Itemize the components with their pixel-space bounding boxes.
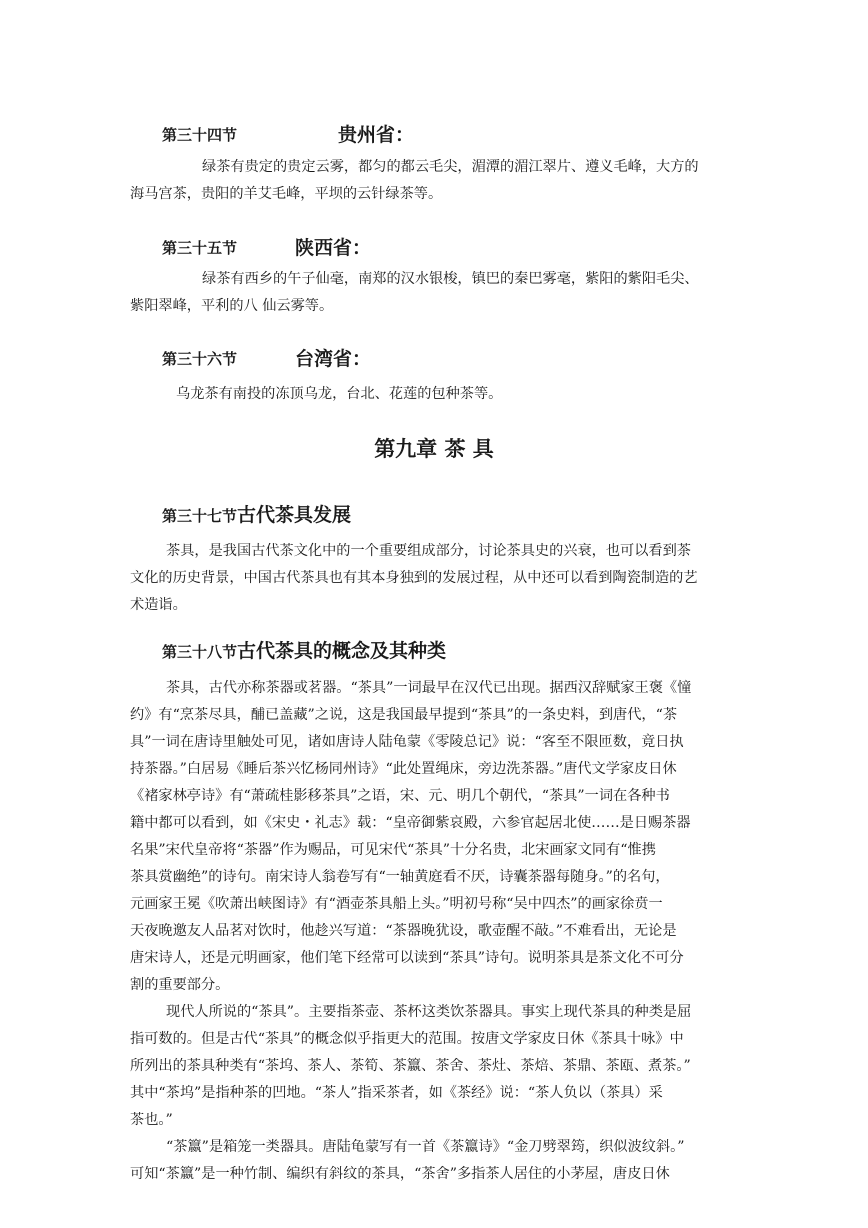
text-line: “茶籝”是箱笼一类器具。唐陆龟蒙写有一首《茶籝诗》“金刀劈翠筠，织似波纹斜。” <box>166 1139 685 1155</box>
text-line: 乌龙茶有南投的冻顶乌龙，台北、花莲的包种茶等。 <box>176 386 503 402</box>
text-line: 所列出的茶具种类有“茶坞、茶人、茶筍、茶籝、茶舍、茶灶、茶焙、茶鼎、茶瓯、煮茶。” <box>130 1058 691 1074</box>
text-line: 现代人所说的“茶具”。主要指茶壶、茶杯这类饮茶器具。事实上现代茶具的种类是屈 <box>166 1004 692 1020</box>
section-title: 古代茶具的概念及其种类 <box>237 640 447 662</box>
text-line: 紫阳翠峰，平利的八 仙云雾等。 <box>130 298 334 314</box>
text-line: 绿茶有西乡的午子仙毫，南郑的汉水银梭，镇巴的秦巴雾毫，紫阳的紫阳毛尖、 <box>202 271 699 287</box>
section-number: 第三十五节 <box>162 239 238 257</box>
text-line: 海马宫茶，贵阳的羊艾毛峰，平坝的云针绿茶等。 <box>130 186 443 202</box>
section-heading-text <box>162 636 446 663</box>
text-line: 文化的历史背景，中国古代茶具也有其本身独到的发展过程，从中还可以看到陶瓷制造的艺 <box>130 570 698 586</box>
paragraph-tea-ying <box>130 1134 742 1188</box>
text-line: 术造诣。 <box>130 597 187 613</box>
text-line: 指可数的。但是古代“茶具”的概念似乎指更大的范围。按唐文学家皮日休《茶具十咏》中 <box>130 1031 684 1047</box>
paragraph-tea-ware-concept <box>130 675 742 999</box>
section-heading-text <box>162 500 351 527</box>
paragraph-shaanxi <box>130 266 742 320</box>
text-line: 割的重要部分。 <box>130 977 230 993</box>
paragraph-taiwan <box>176 381 736 408</box>
text-line: 茶具赏幽绝”的诗句。南宋诗人翁卷写有“一轴黄庭看不厌，诗囊茶器每随身。”的名句， <box>130 869 670 885</box>
section-title: 古代茶具发展 <box>237 504 352 526</box>
text-line: 其中“茶坞”是指种茶的凹地。“茶人”指采茶者，如《茶经》说：“茶人负以（茶具）采 <box>130 1085 663 1101</box>
text-line: 绿茶有贵定的贵定云雾，都匀的都云毛尖，湄潭的湄江翠片、遵义毛峰，大方的 <box>202 159 699 175</box>
paragraph-tea-ware-development <box>130 538 742 619</box>
section-number: 第三十七节 <box>162 507 238 525</box>
text-line: 名果”宋代皇帝将“茶器”作为赐品，可见宋代“茶具”十分名贵，北宋画家文同有“惟携 <box>130 842 656 858</box>
text-line: 唐宋诗人，还是元明画家，他们笔下经常可以读到“茶具”诗句。说明茶具是茶文化不可分 <box>130 950 684 966</box>
text-line: 持茶器。”白居易《睡后茶兴忆杨同州诗》“此处置绳床，旁边洗茶器。”唐代文学家皮日休 <box>130 761 677 777</box>
text-line: 天夜晚邀友人品茗对饮时，他趁兴写道：“茶器晚犹设，歌壶醒不敲。”不难看出，无论是 <box>130 923 677 939</box>
section-title: 陕西省： <box>295 237 372 259</box>
chapter-title: 第九章 茶 具 <box>374 437 494 461</box>
paragraph-guizhou <box>130 154 742 208</box>
section-title: 台湾省： <box>295 348 372 370</box>
text-line: 元画家王冕《吹萧出峡图诗》有“酒壶茶具船上头。”明初号称“吴中四杰”的画家徐贲一 <box>130 896 663 912</box>
section-number: 第三十六节 <box>162 350 238 368</box>
text-line: 可知“茶籝”是一种竹制、编织有斜纹的茶具，“茶舍”多指茶人居住的小茅屋，唐皮日休 <box>130 1166 670 1182</box>
paragraph-modern-tea-ware <box>130 999 742 1134</box>
section-number: 第三十八节 <box>162 643 238 661</box>
section-number: 第三十四节 <box>162 126 238 144</box>
section-title: 贵州省： <box>338 124 415 146</box>
text-line: 茶具，是我国古代茶文化中的一个重要组成部分，讨论茶具史的兴衰，也可以看到茶 <box>166 543 691 559</box>
text-line: 具”一词在唐诗里触处可见，诸如唐诗人陆龟蒙《零陵总记》说：“客至不限匝数，竟日执 <box>130 734 684 750</box>
text-line: 籍中都可以看到，如《宋史・礼志》载：“皇帝御紫哀殿，六参官起居北使……是日赐茶器 <box>130 815 691 831</box>
text-line: 茶也。” <box>130 1112 173 1128</box>
text-line: 《褚家林亭诗》有“萧疏桂影移茶具”之语，宋、元、明几个朝代，“茶具”一词在各种书 <box>130 788 670 804</box>
text-line: 约》有“烹茶尽具，酺已盖藏”之说，这是我国最早提到“茶具”的一条史料，到唐代，“茶 <box>130 707 678 723</box>
text-line: 茶具，古代亦称茶器或茗器。“茶具”一词最早在汉代已出现。据西汉辞赋家王褒《憧 <box>166 680 692 696</box>
